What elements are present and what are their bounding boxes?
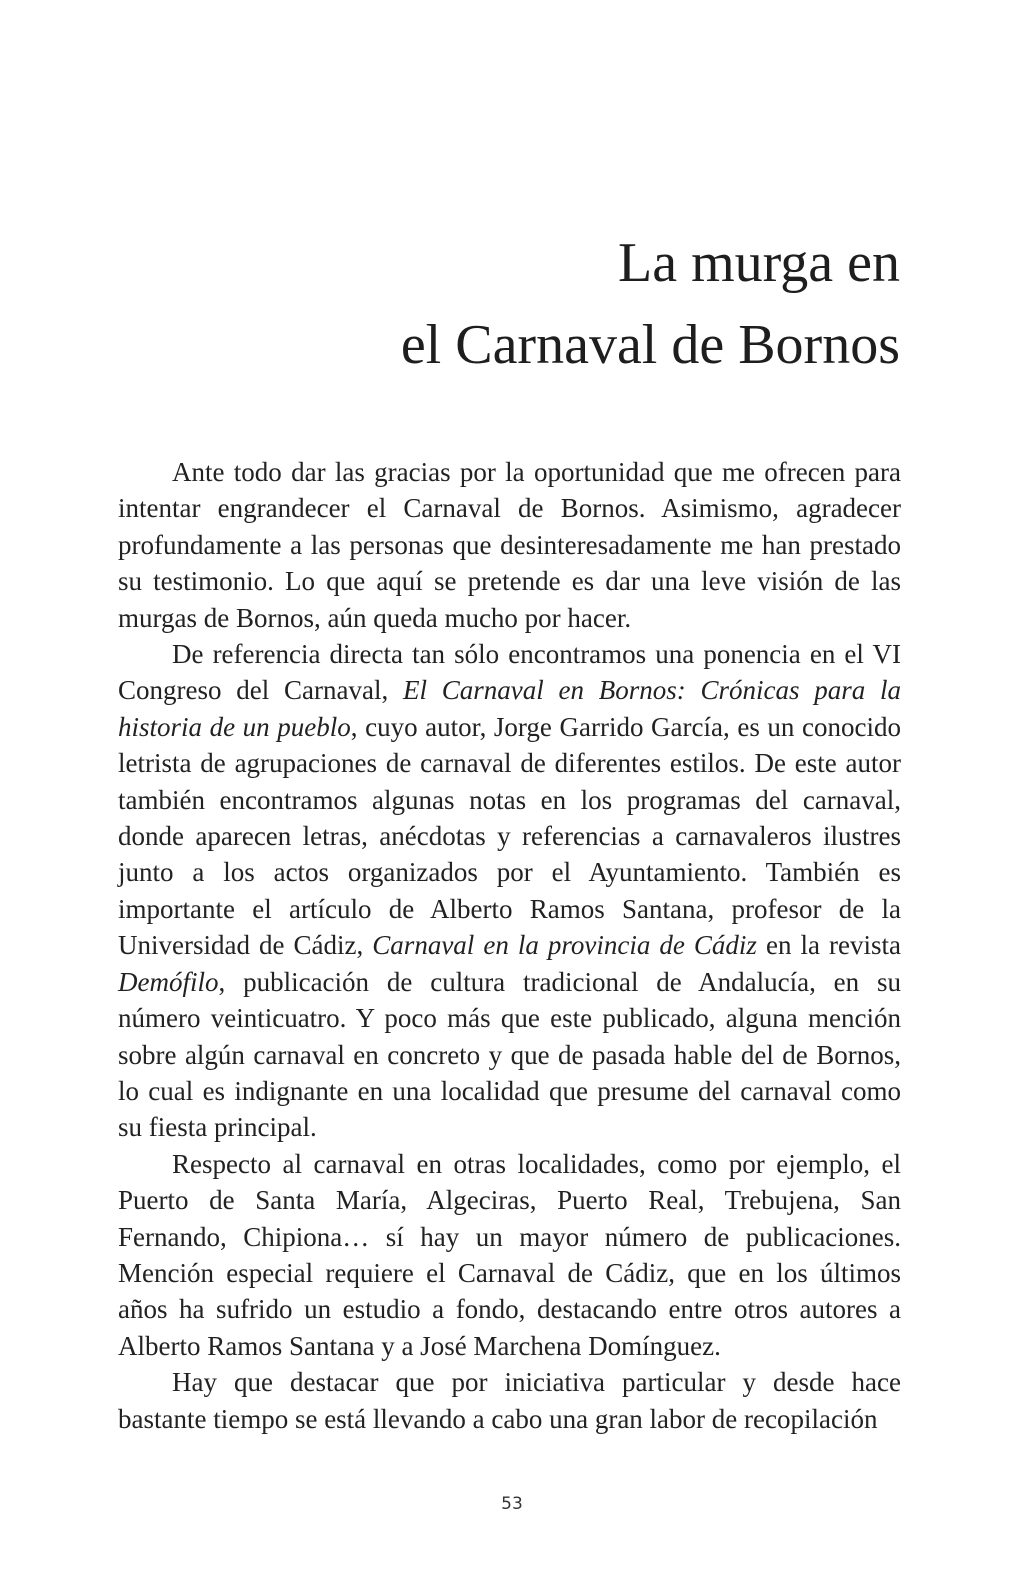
paragraph-2-text-1: De referencia directa tan sólo encontramos una ponencia en el VI Congreso del Carnaval, — [118, 639, 901, 706]
page-number: 53 — [501, 1494, 523, 1514]
paragraph-2 — [118, 636, 901, 1146]
paragraph-2-text-3: en la revista — [756, 930, 901, 961]
paragraph-2-text-4: , publicación de cultura tradicional de Andalucía, en su número veinticuatro. Y poco más que este publicado, alguna mención sobre algún carnaval en concreto y que de pasada hable del de Bornos, lo cual es indignante en una localidad que presume del carnaval como su fiesta principal. — [118, 966, 901, 1143]
paragraph-1 — [118, 454, 901, 636]
body-text — [118, 454, 901, 1437]
paragraph-2-italic-title-1: El Carnaval en Bornos: Crónicas para la historia de un pueblo — [118, 675, 901, 742]
paragraph-2-italic-title-3: Demófilo — [118, 966, 219, 997]
paragraph-3-text: Respecto al carnaval en otras localidades, como por ejemplo, el Puerto de Santa María, Algeciras, Puerto Real, Trebujena, San Fernando, Chipiona… sí hay un mayor número de publicaciones. Mención especial requiere el Carnaval de Cádiz, que en los últimos años ha sufrido un estudio a fondo, destacando entre otros autores a Alberto Ramos Santana y a José Marchena Domínguez. — [118, 1148, 901, 1361]
paragraph-4-text: Hay que destacar que por iniciativa particular y desde hace bastante tiempo se está llevando a cabo una gran labor de recopilación — [118, 1367, 901, 1434]
chapter-title-line-2: el Carnaval de Bornos — [400, 314, 900, 376]
paragraph-1-text: Ante todo dar las gracias por la oportunidad que me ofrecen para intentar engrandecer el Carnaval de Bornos. Asimismo, agradecer profundamente a las personas que desinteresadamente me han prestado su testimonio. Lo que aquí se pretende es dar una leve visión de las murgas de Bornos, aún queda mucho por hacer. — [118, 457, 901, 633]
chapter-title — [140, 222, 900, 386]
paragraph-2-text-2: , cuyo autor, Jorge Garrido García, es un conocido letrista de agrupaciones de carnaval de diferentes estilos. De este autor también encontramos algunas notas en los programas del carnaval, donde aparecen letras, anécdotas y referencias a carnavaleros ilustres junto a los actos organizados por el Ayuntamiento. También es importante el artículo de Alberto Ramos Santana, profesor de la Universidad de Cádiz, — [118, 711, 901, 961]
paragraph-4 — [118, 1364, 901, 1437]
paragraph-3 — [118, 1146, 901, 1364]
paragraph-2-italic-title-2: Carnaval en la provincia de Cádiz — [372, 930, 757, 961]
chapter-title-line-1: La murga en — [618, 232, 900, 294]
